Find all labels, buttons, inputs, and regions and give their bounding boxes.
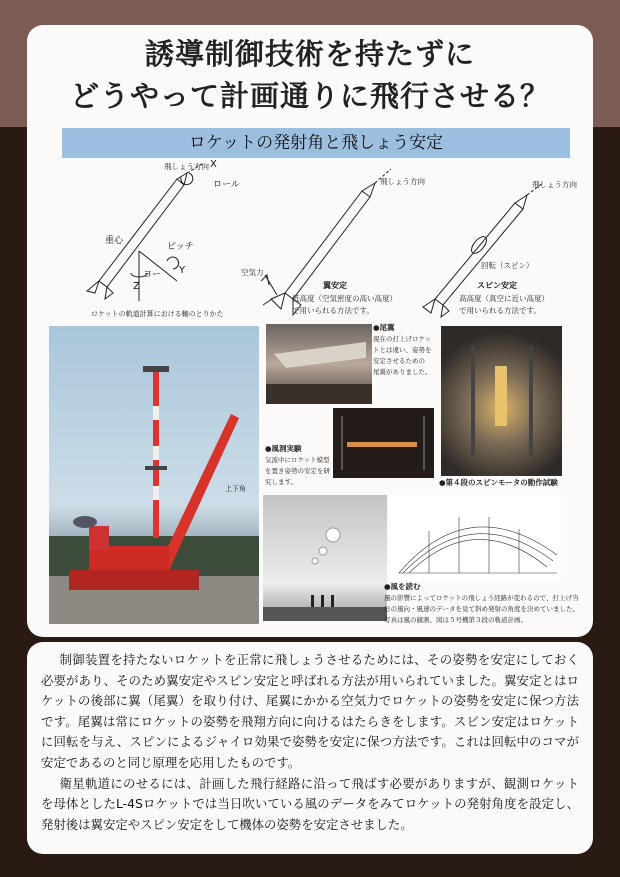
- wind-text-2: 日の風向・風速のデータを見て斜め発射の角度を決めていました。: [384, 605, 579, 613]
- y-axis-label: Y: [179, 265, 186, 276]
- z-axis-label: Z: [133, 281, 140, 292]
- tail-fin-caption: [373, 322, 443, 378]
- trajectory-plan-figure: [389, 495, 561, 581]
- elevation-angle-label: 上下角: [225, 485, 246, 493]
- fin-stability-desc-1: 低高度（空気密度の高い高度）: [292, 294, 397, 303]
- wind-caption: [384, 581, 589, 626]
- fin-direction-label: 飛しょう方向: [380, 177, 425, 186]
- tail-fin-text-2: トとは違い、姿勢を: [373, 346, 432, 354]
- tail-fin-title: ●尾翼: [373, 323, 395, 332]
- tail-fin-text-1: 現在の打上げロケッ: [373, 335, 432, 343]
- title-line-1: 誘導制御技術を持たずに: [144, 37, 475, 71]
- spin-direction-label: 飛しょう方向: [532, 180, 577, 189]
- wind-tunnel-photo: [333, 408, 434, 478]
- tail-fin-photo: [266, 324, 372, 404]
- spin-stability-title: スピン安定: [477, 281, 517, 290]
- axes-caption: ロケットの軌道計算における軸のとりかた: [91, 310, 224, 318]
- cg-label: 重心: [105, 236, 124, 246]
- wind-text-3: 写真は風の観測、図は５号機第３段の軌道計画。: [384, 616, 527, 624]
- wind-text-1: 風の影響によってロケットの飛しょう経路が変わるので、打上げ当: [384, 594, 579, 602]
- roll-label: ロール: [213, 180, 240, 190]
- stability-diagrams: [27, 159, 593, 323]
- main-panel: [27, 25, 593, 637]
- wind-tunnel-text-2: を置き姿勢の安定を研: [265, 467, 330, 475]
- spin-stability-desc-1: 高高度（真空に近い高度）: [459, 294, 549, 303]
- section-title: ロケットの発射角と飛しょう安定: [62, 128, 570, 158]
- title-line-2: どうやって計画通りに飛行させる？: [69, 79, 550, 113]
- direction-label: 飛しょう方向: [164, 162, 209, 171]
- tail-fin-text-3: 安定させるための: [373, 357, 425, 365]
- fin-stability-desc-2: で用いられる方法です。: [292, 306, 374, 315]
- page-title: [27, 33, 593, 117]
- body-paragraph-2: 衛星軌道にのせるには、計画した飛行経路に沿って飛ばす必要がありますが、観測ロケットを母体としたL-4Sロケットでは当日吹いている風のデータをみてロケットの発射角度を設定し、発射後は翼安定やスピン安定をして機体の姿勢を安定させました。: [41, 775, 579, 832]
- fin-stability-title: 翼安定: [323, 281, 347, 290]
- yaw-label: ヨー: [143, 270, 162, 280]
- wind-title: ●風を読む: [384, 582, 421, 591]
- air-force-label: 空気力: [241, 268, 264, 277]
- pitch-label: ピッチ: [167, 242, 194, 252]
- launcher-photo: [49, 326, 259, 624]
- wind-tunnel-title: ●風洞実験: [265, 444, 302, 453]
- body-text-panel: [27, 642, 593, 854]
- spin-motor-title: ●第４段のスピンモータの動作試験: [439, 478, 558, 487]
- wind-tunnel-text-1: 気流中にロケット模型: [265, 456, 330, 464]
- wind-tunnel-text-3: 究します。: [265, 478, 297, 486]
- spin-rotation-label: 回転（スピン）: [481, 261, 534, 270]
- rocket-axes-drawing: [87, 163, 207, 301]
- x-axis-label: X: [210, 159, 217, 170]
- wind-tunnel-caption: [265, 443, 335, 488]
- body-paragraph-1: 制御装置を持たないロケットを正常に飛しょうさせるためには、その姿勢を安定にしておく必要があり、そのため翼安定やスピン安定と呼ばれる方法が用いられていました。翼安定とはロケットの後部に翼（尾翼）を取り付け、尾翼にかかる空気力でロケットの姿勢を安定に保つ方法です。尾翼は常にロケットの姿勢を飛翔方向に向けるはたらきをします。スピン安定はロケットに回転を与え、スピンによるジャイロ効果で姿勢を安定に保つ方法です。これは回転中のコマが安定であるのと同じ原理を応用したものです。: [41, 652, 579, 770]
- spin-motor-caption: [439, 477, 558, 489]
- spin-stability-desc-2: で用いられる方法です。: [459, 306, 541, 315]
- tail-fin-text-4: 尾翼がありました。: [373, 368, 432, 376]
- wind-observation-photo: [263, 495, 387, 621]
- spin-motor-photo: [441, 326, 562, 476]
